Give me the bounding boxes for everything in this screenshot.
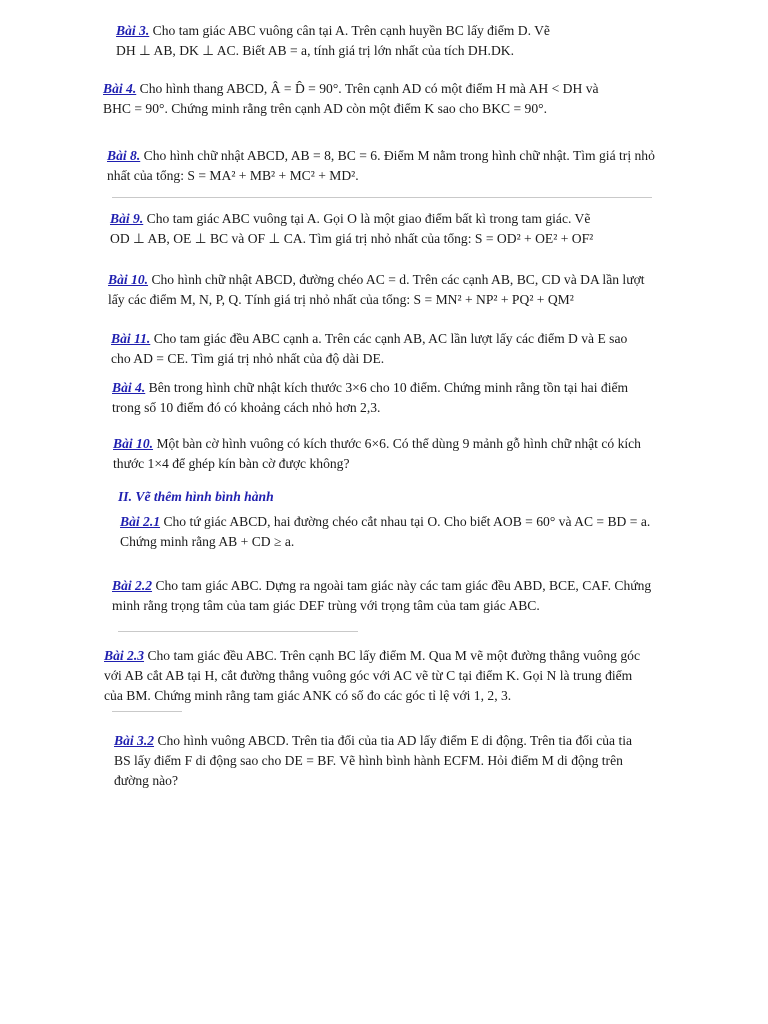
problem-bai-2-1	[120, 512, 656, 552]
problem-text: Cho hình vuông ABCD. Trên tia đối của tia AD lấy điểm E di động. Trên tia đối của tia	[157, 733, 633, 748]
problem-text: Cho tam giác ABC vuông tại A. Gọi O là một giao điểm bất kì trong tam giác. Vẽ	[146, 211, 591, 226]
problem-line: DH ⊥ AB, DK ⊥ AC. Biết AB = a, tính giá trị lớn nhất của tích DH.DK.	[116, 43, 514, 58]
problem-text: Cho tam giác đều ABC cạnh a. Trên các cạnh AB, AC lần lượt lấy các điểm D và E sao	[153, 331, 628, 346]
problem-line: của BM. Chứng minh rằng tam giác ANK có số đo các góc tỉ lệ với 1, 2, 3.	[104, 688, 512, 703]
problem-text: Cho tam giác ABC. Dựng ra ngoài tam giác này các tam giác đều ABD, BCE, CAF. Chứng	[155, 578, 652, 593]
problem-text: Bên trong hình chữ nhật kích thước 3×6 cho 10 điểm. Chứng minh rằng tồn tại hai điểm	[148, 380, 629, 395]
problem-line	[120, 512, 656, 532]
problem-bai-2-3	[104, 646, 656, 706]
problem-label: Bài 4.	[103, 81, 137, 96]
problem-line	[112, 576, 656, 596]
problem-label: Bài 10.	[113, 436, 154, 451]
problem-bai-10	[108, 270, 656, 310]
problem-line: BS lấy điểm F di động sao cho DE = BF. Vẽ hình bình hành ECFM. Hỏi điểm M di động trên	[114, 753, 623, 768]
problem-line	[113, 434, 656, 454]
problem-text: Cho hình chữ nhật ABCD, AB = 8, BC = 6. Điểm M nằm trong hình chữ nhật. Tìm giá trị nhỏ	[143, 148, 655, 163]
problem-label: Bài 2.2	[112, 578, 153, 593]
problem-text: Một bàn cờ hình vuông có kích thước 6×6. Có thể dùng 9 mảnh gỗ hình chữ nhật có kích	[156, 436, 641, 451]
problem-line: lấy các điểm M, N, P, Q. Tính giá trị nhỏ nhất của tổng: S = MN² + NP² + PQ² + QM²	[108, 292, 574, 307]
section-title: II. Vẽ thêm hình bình hành	[118, 489, 274, 504]
problem-bai-10-b	[113, 434, 656, 474]
problem-bai-9	[110, 209, 656, 249]
problem-bai-4-b	[112, 378, 668, 418]
problem-line	[108, 270, 656, 290]
problem-text: Cho tam giác đều ABC. Trên cạnh BC lấy điểm M. Qua M vẽ một đường thẳng vuông góc	[147, 648, 640, 663]
problem-bai-3-2	[114, 731, 642, 791]
problem-line	[111, 329, 656, 349]
problem-bai-2-2	[112, 576, 656, 616]
faint-line	[112, 711, 182, 712]
problem-label: Bài 3.	[116, 23, 150, 38]
problem-label: Bài 2.3	[104, 648, 145, 663]
problem-line	[112, 378, 668, 398]
problem-line: minh rằng trọng tâm của tam giác DEF trùng với trọng tâm của tam giác ABC.	[112, 598, 540, 613]
problem-line: Chứng minh rằng AB + CD ≥ a.	[120, 534, 295, 549]
problem-line	[103, 79, 656, 99]
problem-line	[114, 731, 642, 751]
problem-text: Cho tam giác ABC vuông cân tại A. Trên cạnh huyền BC lấy điểm D. Vẽ	[152, 23, 550, 38]
problem-text: Cho tứ giác ABCD, hai đường chéo cắt nhau tại O. Cho biết AOB = 60° và AC = BD = a.	[163, 514, 651, 529]
problem-line	[107, 146, 656, 166]
problem-label: Bài 11.	[111, 331, 151, 346]
problem-label: Bài 9.	[110, 211, 144, 226]
problem-bai-8	[107, 146, 656, 186]
problem-label: Bài 8.	[107, 148, 141, 163]
problem-text: Cho hình chữ nhật ABCD, đường chéo AC = d. Trên các cạnh AB, BC, CD và DA lần lượt	[151, 272, 645, 287]
faint-line	[112, 197, 652, 198]
problem-line	[110, 209, 656, 229]
problem-line: OD ⊥ AB, OE ⊥ BC và OF ⊥ CA. Tìm giá trị nhỏ nhất của tổng: S = OD² + OE² + OF²	[110, 231, 594, 246]
problem-line: BHC = 90°. Chứng minh rằng trên cạnh AD còn một điểm K sao cho BKC = 90°.	[103, 101, 547, 116]
problem-bai-3	[116, 21, 656, 61]
problem-line: nhất của tổng: S = MA² + MB² + MC² + MD².	[107, 168, 359, 183]
problem-line	[104, 646, 656, 666]
problem-bai-4	[103, 79, 656, 119]
problem-line: với AB cắt AB tại H, cắt đường thẳng vuông góc với AC vẽ từ C tại điểm K. Gọi N là trung điểm	[104, 668, 633, 683]
problem-line: cho AD = CE. Tìm giá trị nhỏ nhất của độ dài DE.	[111, 351, 385, 366]
problem-text: Cho hình thang ABCD, Â = D̂ = 90°. Trên cạnh AD có một điểm H mà AH < DH và	[139, 81, 599, 96]
problem-line	[116, 21, 656, 41]
problem-line: thước 1×4 để ghép kín bàn cờ được không?	[113, 456, 350, 471]
problem-line: đường nào?	[114, 773, 179, 788]
problem-label: Bài 10.	[108, 272, 149, 287]
problem-label: Bài 4.	[112, 380, 146, 395]
problem-line: trong số 10 điểm đó có khoảng cách nhỏ hơn 2,3.	[112, 400, 381, 415]
problem-bai-11	[111, 329, 656, 369]
problem-label: Bài 3.2	[114, 733, 155, 748]
faint-line	[118, 631, 358, 632]
problem-label: Bài 2.1	[120, 514, 161, 529]
